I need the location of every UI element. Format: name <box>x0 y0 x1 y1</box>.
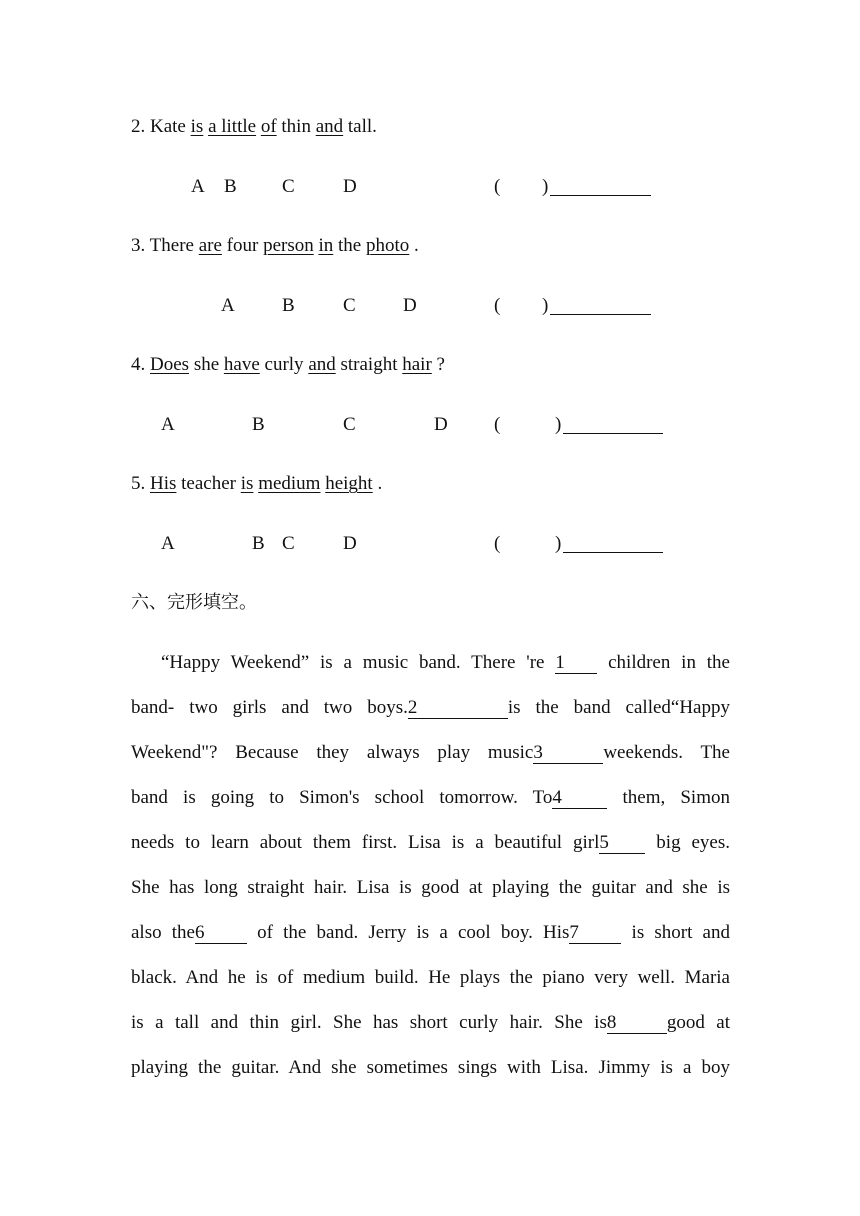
q4-paren-close: ) <box>555 414 562 435</box>
sentence-text: the <box>333 235 366 256</box>
sentence-text: thin <box>276 116 316 137</box>
underlined-segment: have <box>223 354 260 375</box>
underlined-segment: is <box>190 116 204 137</box>
underlined-segment: hair <box>402 354 432 375</box>
q5-option-b: B <box>252 533 265 554</box>
cloze-blank-1[interactable]: 1 <box>555 653 597 674</box>
underlined-segment: photo <box>365 235 410 256</box>
section-heading: 六、完形填空。 <box>131 592 257 613</box>
sentence-text: teacher <box>176 473 241 494</box>
q5-option-a: A <box>161 533 175 554</box>
q4-option-a: A <box>161 414 175 435</box>
underlined-segment: are <box>198 235 222 256</box>
underlined-segment: is <box>240 473 254 494</box>
sentence-text: ? <box>431 354 445 375</box>
q5-paren-open: ( <box>494 533 501 554</box>
question-number: 3. <box>131 235 146 256</box>
q4-option-d: D <box>434 414 448 435</box>
passage-line <box>131 786 730 810</box>
passage-text: big eyes. <box>645 832 730 853</box>
underlined-segment: Does <box>150 354 190 375</box>
q2-paren-close: ) <box>542 176 549 197</box>
sentence-text: . <box>409 235 419 256</box>
q2-option-c: C <box>282 176 295 197</box>
sentence-text: she <box>189 354 224 375</box>
q5-option-d: D <box>343 533 357 554</box>
q4-option-c: C <box>343 414 356 435</box>
q5-option-c: C <box>282 533 295 554</box>
q4-paren-open: ( <box>494 414 501 435</box>
q2-paren-open: ( <box>494 176 501 197</box>
passage-text: of the band. Jerry is a cool boy. His <box>246 922 570 943</box>
cloze-blank-7[interactable]: 7 <box>569 923 621 944</box>
q3-option-c: C <box>343 295 356 316</box>
underlined-segment: in <box>318 235 334 256</box>
passage-line <box>131 876 730 900</box>
underlined-segment: and <box>315 116 344 137</box>
q4-option-b: B <box>252 414 265 435</box>
question-number: 4. <box>131 354 146 375</box>
passage-text: band- two girls and two boys. <box>131 697 408 718</box>
passage-text: them, Simon <box>607 787 730 808</box>
q3-paren-open: ( <box>494 295 501 316</box>
passage-line <box>131 966 730 990</box>
underlined-segment: of <box>260 116 277 137</box>
sentence-text: four <box>221 235 264 256</box>
q3-answer-line[interactable] <box>550 314 651 315</box>
question-number: 2. <box>131 116 146 137</box>
underlined-segment: person <box>263 235 314 256</box>
q4-answer-line[interactable] <box>563 433 663 434</box>
underlined-segment: medium <box>258 473 321 494</box>
passage-text: weekends. The <box>603 742 730 763</box>
question-number: 5. <box>131 473 146 494</box>
cloze-blank-4[interactable]: 4 <box>552 788 607 809</box>
passage-text: band is going to Simon's school tomorrow. To <box>131 787 553 808</box>
underlined-segment: and <box>308 354 336 375</box>
passage-line <box>131 741 730 765</box>
q2-answer-line[interactable] <box>550 195 651 196</box>
passage-text: is short and <box>621 922 730 943</box>
q2-option-d: D <box>343 176 357 197</box>
question-5-sentence <box>131 472 382 496</box>
cloze-blank-6[interactable]: 6 <box>195 923 247 944</box>
q5-paren-close: ) <box>555 533 562 554</box>
q3-option-a: A <box>221 295 235 316</box>
passage-text: good at <box>666 1012 730 1033</box>
cloze-blank-3[interactable]: 3 <box>533 743 603 764</box>
passage-text: Weekend"? Because they always play music <box>131 742 534 763</box>
passage-text: is the band called“Happy <box>507 697 730 718</box>
passage-text: “Happy Weekend” is a music band. There 're <box>161 652 556 673</box>
sentence-text: Kate <box>145 116 191 137</box>
underlined-segment: a little <box>208 116 257 137</box>
passage-text: black. And he is of medium build. He plays the piano very well. Maria <box>131 967 730 988</box>
cloze-blank-2[interactable]: 2 <box>408 698 508 719</box>
passage-line <box>131 696 730 720</box>
passage-line <box>131 921 730 945</box>
sentence-text: curly <box>259 354 309 375</box>
sentence-text: There <box>145 235 199 256</box>
q2-option-a: A <box>191 176 205 197</box>
passage-line <box>131 831 730 855</box>
q3-option-d: D <box>403 295 417 316</box>
sentence-text: straight <box>335 354 403 375</box>
cloze-blank-8[interactable]: 8 <box>607 1013 667 1034</box>
passage-text: is a tall and thin girl. She has short curly hair. She is <box>131 1012 607 1033</box>
passage-line <box>161 651 730 675</box>
passage-text: needs to learn about them first. Lisa is a beautiful girl <box>131 832 600 853</box>
sentence-text: . <box>372 473 383 494</box>
passage-text: playing the guitar. And she sometimes sings with Lisa. Jimmy is a boy <box>131 1057 730 1078</box>
underlined-segment: His <box>150 473 177 494</box>
passage-line <box>131 1011 730 1035</box>
q5-answer-line[interactable] <box>563 552 663 553</box>
passage-text: also the <box>131 922 195 943</box>
underlined-segment: height <box>325 473 373 494</box>
q3-paren-close: ) <box>542 295 549 316</box>
passage-text: She has long straight hair. Lisa is good at playing the guitar and she is <box>131 877 730 898</box>
passage-line <box>131 1056 730 1080</box>
sentence-text: tall. <box>343 116 377 137</box>
q2-option-b: B <box>224 176 237 197</box>
question-2-sentence <box>131 115 377 139</box>
q3-option-b: B <box>282 295 295 316</box>
question-4-sentence <box>131 353 445 377</box>
question-3-sentence <box>131 234 419 258</box>
cloze-blank-5[interactable]: 5 <box>599 833 645 854</box>
passage-text: children in the <box>597 652 730 673</box>
